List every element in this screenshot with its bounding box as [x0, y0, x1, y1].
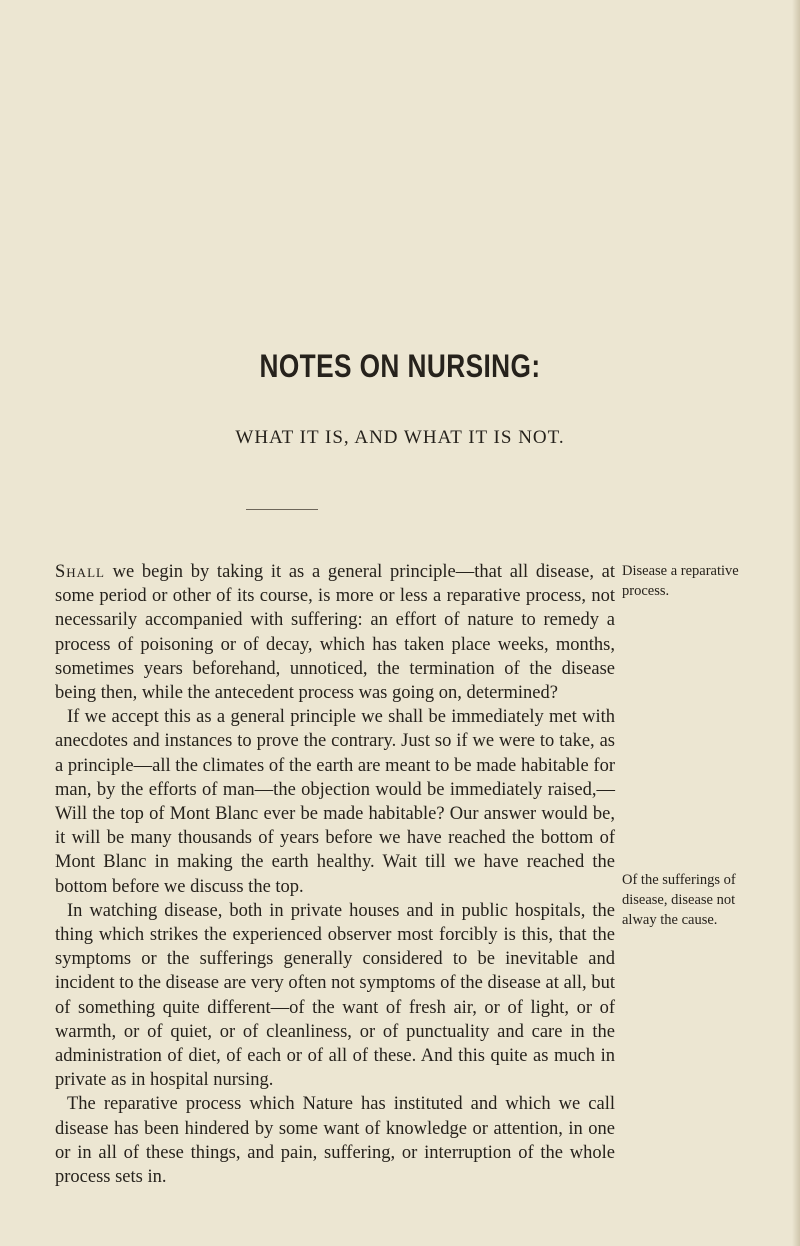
- title-divider: [246, 509, 318, 510]
- drop-word: Shall: [55, 562, 105, 582]
- page-edge-shadow: [792, 0, 800, 1246]
- paragraph-4: The reparative process which Nature has instituted and which we call disease has been hindered by some want of knowledge or attention, in one or in all of these things, and pain, suffering, or interruption of the whole process sets in.: [55, 1094, 615, 1188]
- paragraph-2: If we accept this as a general principle we shall be immediately met with anecdotes and instances to prove the contrary. Just so if we were to take, as a principle—all the climates of the earth are meant to be made habitable for man, by the efforts of man—the objection would be immediately raised,—Will the top of Mont Blanc ever be made habitable? Our answer would be, it will be many thousands of years before we have reached the bottom of Mont Blanc in making the earth healthy. Wait till we have reached the bottom before we discuss the top.: [55, 707, 615, 897]
- paragraph-1: [55, 560, 615, 705]
- margin-note-reparative: Disease a reparative process.: [622, 563, 739, 599]
- page-title: NOTES ON NURSING:: [259, 348, 541, 384]
- page-subtitle: WHAT IT IS, AND WHAT IT IS NOT.: [235, 427, 565, 448]
- paragraph-1-text: we begin by taking it as a general principle—that all disease, at some period or other of its course, is more or less a reparative process, not necessarily accompanied with suffering: an effort of nature to remedy a process of poisoning or of decay, which has taken place weeks, months, sometimes years beforehand, unnoticed, the termination of the disease being then, while the antecedent process was going on, determined?: [55, 562, 615, 704]
- paragraph-3: In watching disease, both in private houses and in public hospitals, the thing which strikes the experienced observer most forcibly is this, that the symptoms or the sufferings generally considered to be inevitable and incident to the disease are very often not symptoms of the disease at all, but of something quite different—of the want of fresh air, or of light, or of warmth, or of quiet, or of cleanliness, or of punctuality and care in the administration of diet, of each or of all of these. And this quite as much in private as in hospital nursing.: [55, 900, 615, 1091]
- margin-note-sufferings: Of the sufferings of disease, disease not alway the cause.: [622, 872, 736, 928]
- body-text: [55, 560, 615, 1189]
